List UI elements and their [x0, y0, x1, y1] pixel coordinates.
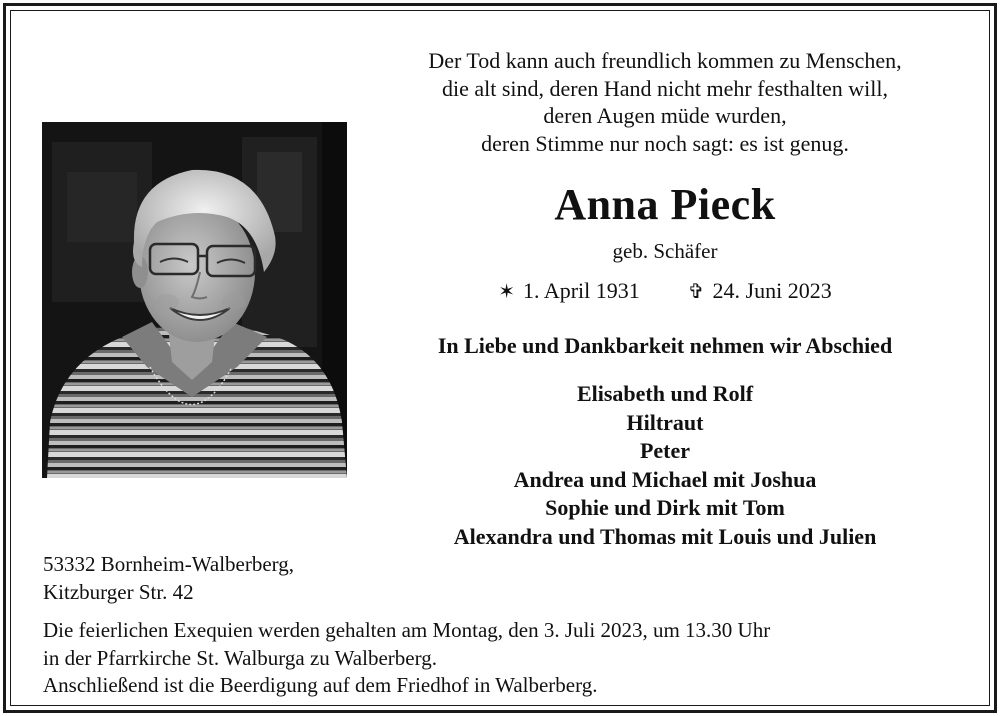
service-line: Die feierlichen Exequien werden gehalten am Montag, den 3. Juli 2023, um 13.30 Uhr — [43, 618, 771, 642]
star-icon: ✶ — [498, 281, 516, 303]
mourner-list — [360, 380, 970, 551]
address-line: 53332 Bornheim-Walberberg, — [43, 552, 295, 576]
address-line: Kitzburger Str. 42 — [43, 580, 194, 604]
portrait-photo — [42, 122, 347, 478]
maiden-name: geb. Schäfer — [612, 239, 718, 263]
mourner-entry: Andrea und Michael mit Joshua — [513, 466, 817, 492]
memorial-poem — [360, 47, 970, 157]
poem-line: Der Tod kann auch freundlich kommen zu Menschen, — [428, 48, 902, 73]
poem-line: deren Stimme nur noch sagt: es ist genug. — [481, 130, 849, 156]
poem-line: die alt sind, deren Hand nicht mehr festhalten will, — [442, 75, 888, 101]
birth-date: 1. April 1931 — [523, 278, 640, 303]
mourner-entry: Peter — [639, 438, 691, 463]
mourner-entry: Sophie und Dirk mit Tom — [545, 495, 785, 520]
address-block — [43, 550, 294, 606]
life-dates — [360, 277, 970, 306]
poem-line: deren Augen müde wurden, — [543, 103, 787, 128]
deceased-name: Anna Pieck — [554, 180, 776, 229]
mourner-entry: Alexandra und Thomas mit Louis und Julien — [453, 523, 877, 549]
service-line: in der Pfarrkirche St. Walburga zu Walberberg. — [43, 645, 437, 670]
service-info — [43, 617, 770, 700]
cross-icon: ✞ — [687, 281, 705, 303]
mourner-entry: Elisabeth und Rolf — [576, 381, 754, 406]
farewell-line: In Liebe und Dankbarkeit nehmen wir Abschied — [437, 333, 893, 358]
service-line: Anschließend ist die Beerdigung auf dem Friedhof in Walberberg. — [43, 673, 598, 697]
death-date: 24. Juni 2023 — [712, 278, 832, 303]
mourner-entry: Hiltraut — [626, 409, 704, 435]
